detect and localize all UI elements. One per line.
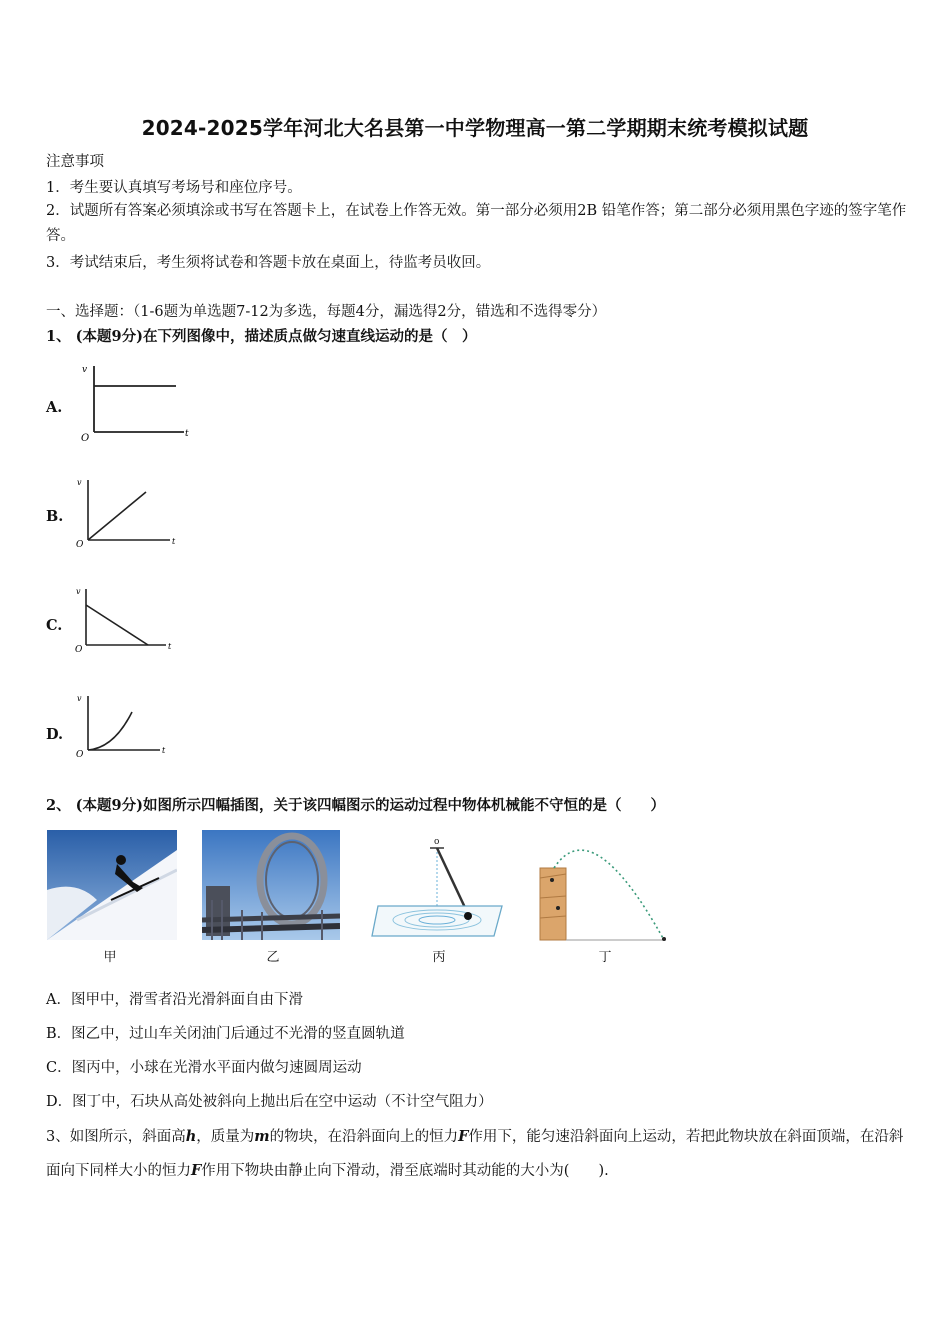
graph-a-v-label: v xyxy=(82,365,88,375)
graph-d-origin: O xyxy=(76,750,84,760)
graph-b-origin: O xyxy=(76,540,84,550)
q1-stem: 1、 (本题9分)在下列图像中，描述质点做匀速直线运动的是（ ） xyxy=(46,328,477,345)
q3-text-1: 3、如图所示，斜面高 xyxy=(46,1129,186,1145)
page-title: 2024-2025学年河北大名县第一中学物理高一第二学期期末统考模拟试题 xyxy=(141,116,809,140)
q2-stem: 2、 (本题9分)如图所示四幅插图，关于该四幅图示的运动过程中物体机械能不守恒的是（ ） xyxy=(46,797,665,814)
notice-item-3: 3．考试结束后，考生须将试卷和答题卡放在桌面上，待监考员收回。 xyxy=(46,255,491,271)
q3-text-3: 的物块，在沿斜面向上的恒力 xyxy=(269,1129,459,1145)
q3-text-5: 作用下物块由静止向下滑动，滑至底端时其动能的大小为( ). xyxy=(201,1163,609,1179)
q2-option-c: C．图丙中，小球在光滑水平面内做匀速圆周运动 xyxy=(46,1060,362,1076)
projectile-cliff-picture xyxy=(532,838,672,942)
graph-b-increasing-line xyxy=(88,492,146,540)
q1-option-b-label: B. xyxy=(46,508,64,525)
q1-option-d-label: D. xyxy=(46,726,64,743)
q3-stem xyxy=(46,1120,908,1188)
q1-graph-b xyxy=(74,474,186,550)
roller-coaster-loop-picture xyxy=(202,830,340,940)
graph-c-decreasing-line xyxy=(86,605,148,645)
picture-caption-ding: 丁 xyxy=(598,950,612,965)
q1-option-a-label: A. xyxy=(46,399,63,416)
graph-b-v-label: v xyxy=(77,478,82,487)
notice-item-1: 1．考生要认真填写考场号和座位序号。 xyxy=(46,180,302,196)
q1-graph-c xyxy=(74,583,186,659)
q2-option-d: D．图丁中，石块从高处被斜向上抛出后在空中运动（不计空气阻力） xyxy=(46,1094,493,1110)
q3-var-m: m xyxy=(254,1128,270,1145)
q3-text-4: 作用下，能匀速沿斜面向上运动，若把此物块放在斜面顶端，在沿斜面向下同样大小的恒力 xyxy=(46,1129,904,1179)
graph-a-t-label: t xyxy=(185,429,189,439)
q1-graph-d xyxy=(74,690,186,766)
q3-text-2: ，质量为 xyxy=(196,1129,255,1145)
conical-pendulum-picture xyxy=(368,834,508,940)
graph-d-upward-curve xyxy=(88,712,132,750)
q2-option-a: A．图甲中，滑雪者沿光滑斜面自由下滑 xyxy=(46,992,303,1008)
q3-var-f1: F xyxy=(458,1128,469,1145)
notice-item-2: 2．试题所有答案必须填涂或书写在答题卡上，在试卷上作答无效。第一部分必须用2B 铅笔作答；第二部分必须用黑色字迹的签字笔作答。 xyxy=(46,203,907,244)
graph-c-t-label: t xyxy=(168,642,172,651)
graph-b-t-label: t xyxy=(172,537,176,546)
picture-caption-bing: 丙 xyxy=(432,950,446,965)
graph-a-origin: O xyxy=(81,433,90,442)
graph-c-origin: O xyxy=(75,645,83,655)
svg-text:o: o xyxy=(434,837,440,847)
graph-c-v-label: v xyxy=(76,587,81,596)
graph-d-v-label: v xyxy=(77,694,82,703)
graph-d-t-label: t xyxy=(162,746,166,755)
notice-heading: 注意事项 xyxy=(46,154,104,170)
picture-caption-jia: 甲 xyxy=(103,950,117,965)
q3-var-h: h xyxy=(185,1128,197,1145)
q1-graph-a xyxy=(76,360,196,442)
q3-var-f2: F xyxy=(191,1162,202,1179)
picture-caption-yi: 乙 xyxy=(266,950,280,965)
skier-slope-picture xyxy=(47,830,177,940)
section-heading: 一、选择题：（1-6题为单选题7-12为多选，每题4分，漏选得2分，错选和不选得零分） xyxy=(46,304,607,320)
q1-option-c-label: C. xyxy=(46,617,63,634)
q2-option-b: B．图乙中，过山车关闭油门后通过不光滑的竖直圆轨道 xyxy=(46,1026,405,1042)
